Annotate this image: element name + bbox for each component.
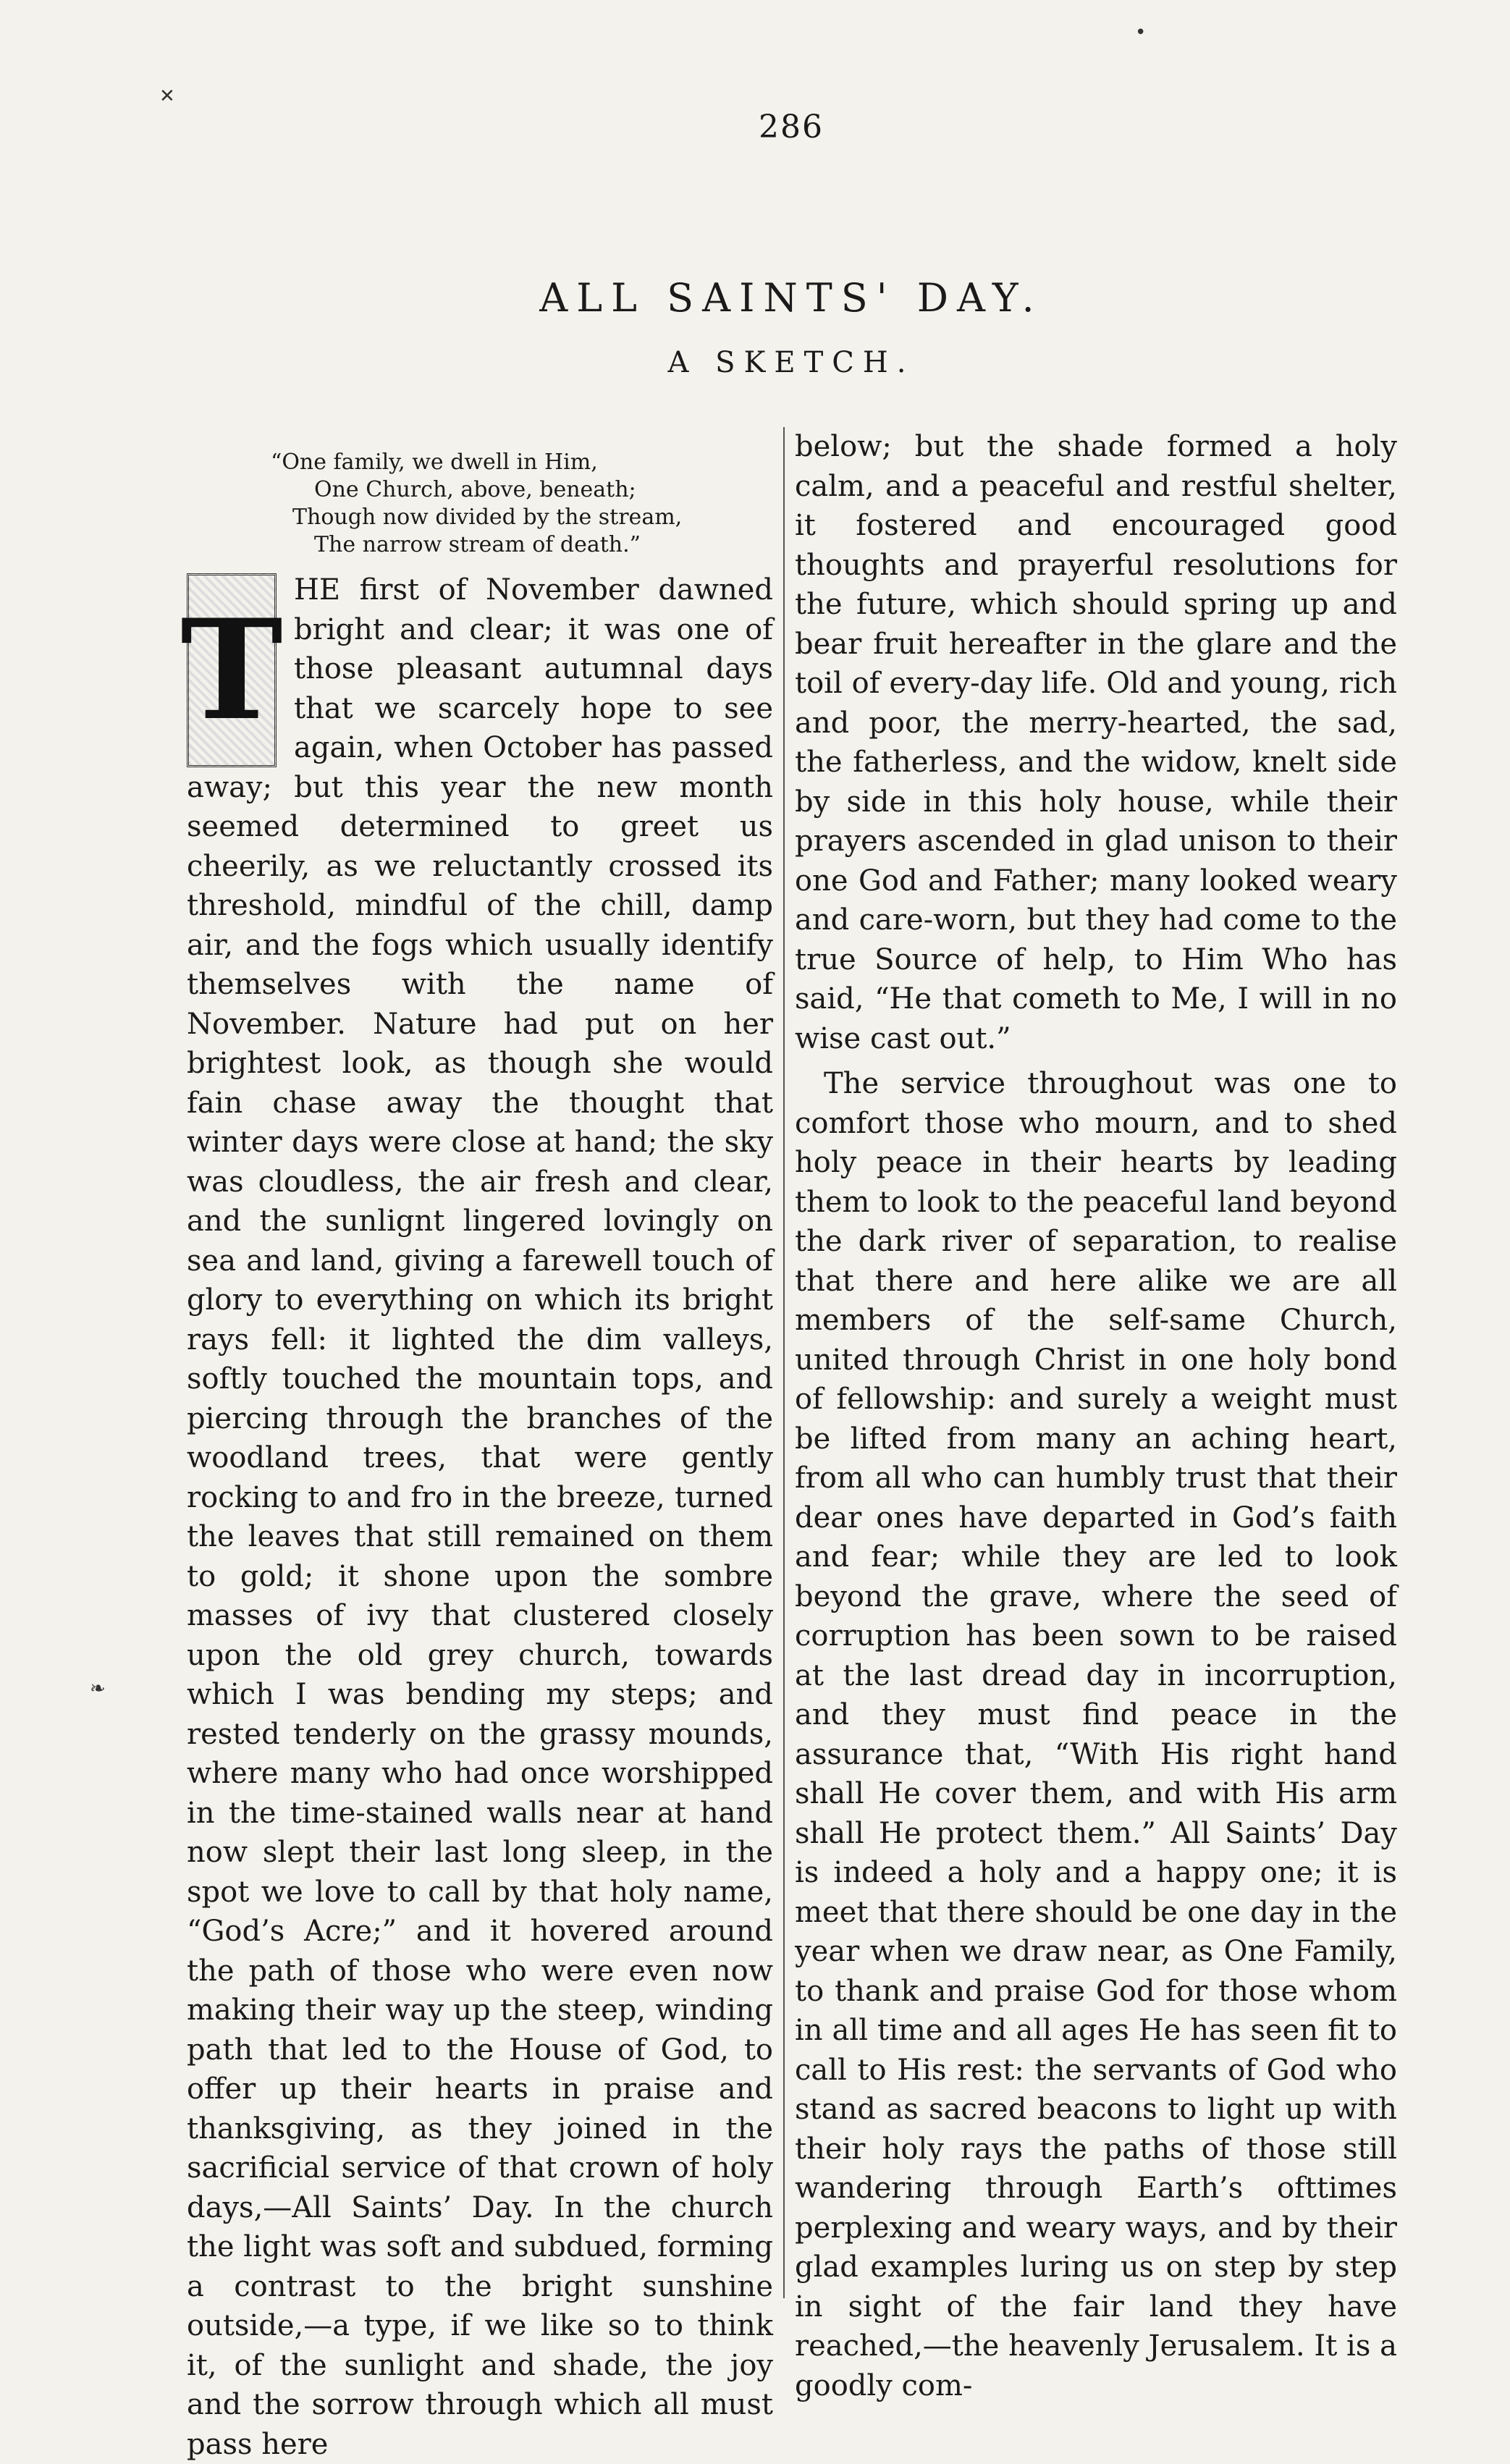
ink-speck: ✕ xyxy=(159,85,175,107)
ink-speck: ❧ xyxy=(90,1678,106,1700)
body-paragraph: HE first of November dawned bright and clear; it was one of those pleasant autumnal days that we scarcely hope to see again, when October has passed away; but this year the new month seemed determined to greet us cheerily, as we reluctantly crossed its threshold, mindful of the chill, damp air, and the fogs which usually identify themselves with the name of November. Nature had put on her brightest look, as though she would fain chase away the thought that winter days were close at hand; the sky was cloudless, the air fresh and clear, and the sunlignt lingered lovingly on sea and land, giving a farewell touch of glory to everything on which its bright rays fell: it lighted the dim valleys, softly touched the mountain tops, and piercing through the branches of the woodland trees, that were gently rocking to and fro in the breeze, turned the leaves that still remained on them to gold; it shone upon the sombre masses of ivy that clustered closely upon the old grey church, towards which I was bending my steps; and rested tenderly on the grassy mounds, where many who had once worshipped in the time-stained walls near at hand now slept their last long sleep, in the spot we love to call by that holy name, “God’s Acre;” and it hovered around the path of those who were even now making their way up the steep, winding path that led to the House of God, to offer up their hearts in praise and thanksgiving, as they joined in the sacrificial service of that crown of holy days,—All Saints’ Day. In the church the light was soft and subdued, forming a contrast to the bright sunshine outside,—a type, if we like so to think it, of the sunlight and shade, the joy and the sorrow through which all must pass here xyxy=(187,573,773,2461)
epigraph xyxy=(187,449,773,559)
dropcap-letter: T xyxy=(180,588,283,751)
article-subtitle: A SKETCH. xyxy=(667,346,915,379)
epigraph-line: “One family, we dwell in Him, xyxy=(271,450,598,475)
body-paragraph: The service throughout was one to comfort those who mourn, and to shed holy peace in their hearts by leading them to look to the peaceful land beyond the dark river of separation, to realise that there and here alike we are all members of the self-same Church, united through Christ in one holy bond of fellowship: and surely a weight must be lifted from many an aching heart, from all who can humbly trust that their dear ones have departed in God’s faith and fear; while they are led to look beyond the grave, where the seed of corruption has been sown to be raised at the last dread day in incorruption, and they must find peace in the assurance that, “With His right hand shall He cover them, and with His arm shall He protect them.” All Saints’ Day is indeed a holy and a happy one; it is meet that there should be one day in the year when we draw near, as One Family, to thank and praise God for those whom in all time and all ages He has seen fit to call to His rest: the servants of God who stand as sacred beacons to light up with their holy rays the paths of those still wandering through Earth’s ofttimes perplexing and weary ways, and by their glad examples luring us on step by step in sight of the fair land they have reached,—the heavenly Jerusalem. It is a goodly com- xyxy=(795,1067,1397,2402)
epigraph-line: Though now divided by the stream, xyxy=(292,505,683,530)
article-title: ALL SAINTS' DAY. xyxy=(539,275,1043,321)
left-column xyxy=(180,427,773,2464)
right-column xyxy=(795,427,1397,2405)
epigraph-line: The narrow stream of death.” xyxy=(314,532,641,557)
body-paragraph: below; but the shade formed a holy calm, and a peaceful and restful shelter, it fostered and encouraged good thoughts and prayerful resolutions for the future, which should spring up and bear fruit hereafter in the glare and the toil of every-day life. Old and young, rich and poor, the merry-hearted, the sad, the fatherless, and the widow, knelt side by side in this holy house, while their prayers ascended in glad unison to their one God and Father; many looked weary and care-worn, but they had come to the true Source of help, to Him Who has said, “He that cometh to Me, I will in no wise cast out.” xyxy=(795,430,1397,1055)
epigraph-line: One Church, above, beneath; xyxy=(314,477,636,502)
ornamental-dropcap xyxy=(180,573,283,767)
ink-speck: • xyxy=(1135,22,1147,43)
column-divider xyxy=(783,427,785,2298)
page-number: 286 xyxy=(759,109,824,145)
